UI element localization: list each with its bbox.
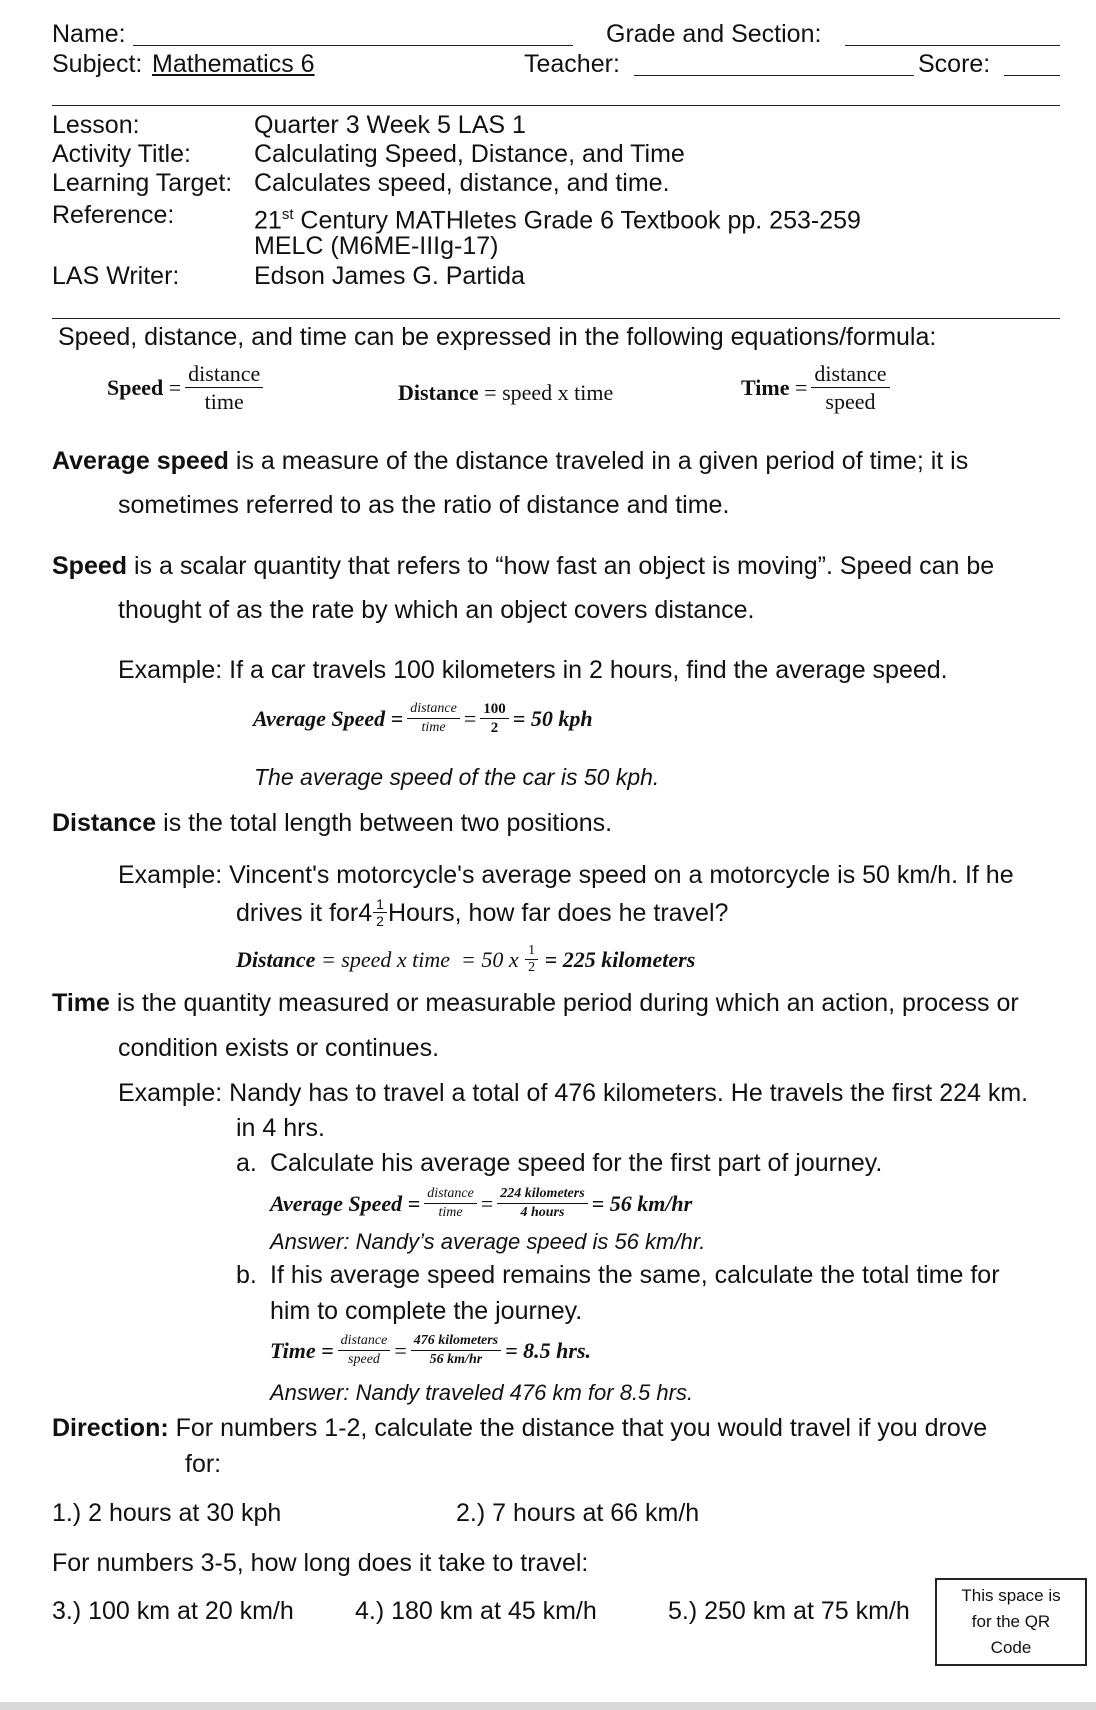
example-3a-answer: Answer: Nandy’s average speed is 56 km/hr. xyxy=(270,1229,706,1254)
name-label: Name: xyxy=(52,20,126,48)
divider xyxy=(52,105,1060,106)
teacher-blank[interactable] xyxy=(634,75,914,76)
page-bottom-edge xyxy=(0,1702,1096,1710)
problem-2: 2.) 7 hours at 66 km/h xyxy=(456,1499,700,1527)
las-writer-label: LAS Writer: xyxy=(52,262,180,290)
example-1-equation: Average Speed = $\frac{\text{distance}}{\text{time}}$ = $\frac{100}{2}$ = 50 kph xyxy=(253,701,593,736)
subject-value: Mathematics 6 xyxy=(152,50,315,78)
activity-title-label: Activity Title: xyxy=(52,140,191,168)
example-1-answer: The average speed of the car is 50 kph. xyxy=(254,764,660,790)
lesson-value: Quarter 3 Week 5 LAS 1 xyxy=(254,111,526,139)
problem-5: 5.) 250 km at 75 km/h xyxy=(668,1597,910,1625)
score-label: Score: xyxy=(918,50,991,78)
example-3a-equation: Average Speed = $\frac{\text{distance}}{\text{time}}$ = $\frac{\text{224 kilometers}}{\text{4 hours}}$ = 56 km/hr xyxy=(270,1186,693,1220)
time-definition-cont: condition exists or continues. xyxy=(118,1034,440,1062)
divider xyxy=(52,318,1060,319)
direction-text-cont: for: xyxy=(185,1450,222,1478)
example-3a-label: a. xyxy=(236,1149,257,1177)
grade-section-label: Grade and Section: xyxy=(606,20,822,48)
example-2-question-cont: drives it for 4 $\frac{1}{2}$ Hours, how far does he travel? xyxy=(236,896,729,929)
example-3b-question: If his average speed remains the same, calculate the total time for xyxy=(270,1261,1000,1289)
speed-definition: Speed is a scalar quantity that refers to “how fast an object is moving”. Speed can be xyxy=(52,552,995,580)
example-3a-question: Calculate his average speed for the first part of journey. xyxy=(270,1149,883,1177)
example-3b-answer: Answer: Nandy traveled 476 km for 8.5 hrs. xyxy=(270,1380,694,1405)
las-writer-value: Edson James G. Partida xyxy=(254,262,525,290)
teacher-label: Teacher: xyxy=(524,50,620,78)
example-3-question: Example: Nandy has to travel a total of 476 kilometers. He travels the first 224 km. xyxy=(118,1079,1029,1107)
time-definition: Time is the quantity measured or measurable period during which an action, process or xyxy=(52,989,1019,1017)
name-blank[interactable] xyxy=(133,45,573,46)
problem-4: 4.) 180 km at 45 km/h xyxy=(355,1597,597,1625)
learning-target-value: Calculates speed, distance, and time. xyxy=(254,169,670,197)
direction-text: Direction: For numbers 1-2, calculate the distance that you would travel if you drove xyxy=(52,1414,988,1442)
example-3b-equation: Time = $\frac{\text{distance}}{\text{speed}}$ = $\frac{\text{476 kilometers}}{56 km/hr}$ = 8.5 hrs. xyxy=(270,1333,592,1367)
reference-melc: MELC (M6ME-IIIg-17) xyxy=(254,232,499,260)
activity-title-value: Calculating Speed, Distance, and Time xyxy=(254,140,685,168)
grade-section-blank[interactable] xyxy=(845,45,1060,46)
problem-3: 3.) 100 km at 20 km/h xyxy=(52,1597,294,1625)
average-speed-definition: Average speed is a measure of the distance traveled in a given period of time; it is xyxy=(52,447,969,475)
lesson-label: Lesson: xyxy=(52,111,140,139)
distance-formula: Distance = speed x time xyxy=(398,380,614,405)
speed-definition-cont: thought of as the rate by which an object covers distance. xyxy=(118,596,755,624)
distance-definition: Distance is the total length between two positions. xyxy=(52,809,613,837)
reference-value: 21st Century MATHletes Grade 6 Textbook pp. 253-259 xyxy=(254,206,861,235)
example-2-question: Example: Vincent's motorcycle's average speed on a motorcycle is 50 km/h. If he xyxy=(118,861,1014,889)
time-formula: Time = $\frac{\text{distance}}{\text{speed}}$ xyxy=(741,360,894,415)
average-speed-definition-cont: sometimes referred to as the ratio of distance and time. xyxy=(118,491,730,519)
example-3b-question-cont: him to complete the journey. xyxy=(270,1297,583,1325)
example-1-question: Example: If a car travels 100 kilometers in 2 hours, find the average speed. xyxy=(118,656,948,684)
example-2-equation: Distance = speed x time = 50 x $\frac{1}{2}$ = 225 kilometers xyxy=(236,943,696,975)
reference-label: Reference: xyxy=(52,201,175,229)
subject-label: Subject: xyxy=(52,50,143,78)
example-3b-label: b. xyxy=(236,1261,257,1289)
formula-intro: Speed, distance, and time can be expressed in the following equations/formula: xyxy=(58,323,937,351)
score-blank[interactable] xyxy=(1004,75,1060,76)
qr-code-placeholder: This space is for the QR Code xyxy=(935,1578,1087,1666)
problems-3-5-intro: For numbers 3-5, how long does it take to travel: xyxy=(52,1549,589,1577)
problem-1: 1.) 2 hours at 30 kph xyxy=(52,1499,282,1527)
example-3-question-cont: in 4 hrs. xyxy=(236,1114,325,1142)
learning-target-label: Learning Target: xyxy=(52,169,233,197)
speed-formula: Speed = $\frac{\text{distance}}{\text{time}}$ xyxy=(107,360,267,415)
